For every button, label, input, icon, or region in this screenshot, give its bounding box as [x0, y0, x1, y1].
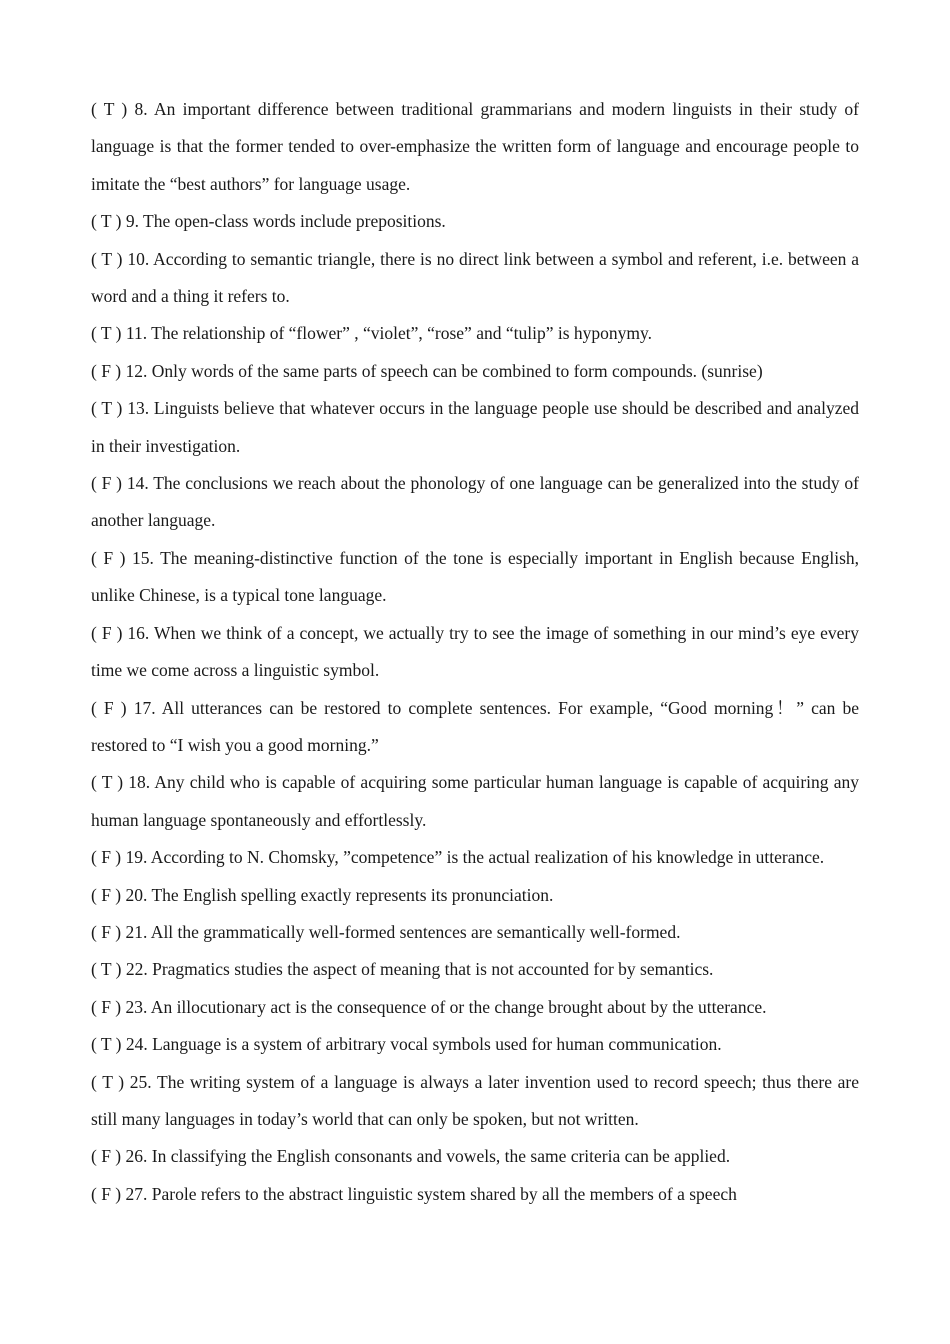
- question-item: [91, 390, 859, 465]
- question-text: 15. The meaning-distinctive function of the tone is especially important in English because English, unlike Chinese, is a typical tone language.: [91, 547, 859, 606]
- question-item: [91, 353, 859, 390]
- question-text: 11. The relationship of “flower” , “violet”, “rose” and “tulip” is hyponymy.: [125, 323, 652, 344]
- answer-mark: ( F ): [91, 921, 122, 942]
- question-item: [91, 951, 859, 988]
- question-list: [91, 91, 859, 1213]
- question-text: 21. All the grammatically well-formed sentences are semantically well-formed.: [125, 921, 681, 942]
- question-item: [91, 1026, 859, 1063]
- question-item: [91, 1138, 859, 1175]
- question-item: [91, 540, 859, 615]
- question-text: 18. Any child who is capable of acquiring some particular human language is capable of acquiring any human language spontaneously and effortlessly.: [91, 772, 859, 830]
- question-text: 13. Linguists believe that whatever occurs in the language people use should be described and analyzed in their investigation.: [91, 398, 859, 456]
- answer-mark: ( T ): [91, 211, 122, 232]
- question-text: 22. Pragmatics studies the aspect of meaning that is not accounted for by semantics.: [125, 959, 714, 980]
- answer-mark: ( F ): [91, 360, 122, 381]
- answer-mark: ( F ): [91, 996, 122, 1017]
- answer-mark: ( F ): [91, 697, 127, 718]
- question-text: 27. Parole refers to the abstract linguistic system shared by all the members of a speech: [125, 1183, 737, 1204]
- answer-mark: ( T ): [91, 959, 122, 980]
- question-text: 10. According to semantic triangle, there is no direct link between a symbol and referent, i.e. between a word and a thing it refers to.: [91, 248, 860, 307]
- question-item: [91, 877, 859, 914]
- question-text: 23. An illocutionary act is the consequence of or the change brought about by the utterance.: [125, 996, 767, 1017]
- question-item: [91, 315, 859, 352]
- answer-mark: ( T ): [91, 1034, 122, 1055]
- question-text: 20. The English spelling exactly represents its pronunciation.: [125, 884, 554, 905]
- question-text: 26. In classifying the English consonants and vowels, the same criteria can be applied.: [125, 1146, 731, 1167]
- answer-mark: ( F ): [91, 473, 123, 494]
- question-item: [91, 615, 859, 690]
- question-text: 24. Language is a system of arbitrary vocal symbols used for human communication.: [125, 1034, 722, 1055]
- question-text: 8. An important difference between traditional grammarians and modern linguists in their study of language is that the former tended to over-emphasize the written form of language and encourage people to imitate the “best authors” for language usage.: [91, 99, 860, 194]
- answer-mark: ( T ): [91, 1071, 125, 1092]
- question-item: [91, 764, 859, 839]
- question-item: [91, 1176, 859, 1213]
- question-item: [91, 690, 859, 765]
- question-text: 9. The open-class words include prepositions.: [125, 211, 446, 232]
- question-item: [91, 91, 859, 203]
- question-item: [91, 203, 859, 240]
- answer-mark: ( F ): [91, 547, 126, 568]
- question-item: [91, 989, 859, 1026]
- question-text: 16. When we think of a concept, we actually try to see the image of something in our mind’s eye every time we come across a linguistic symbol.: [91, 622, 859, 681]
- answer-mark: ( F ): [91, 884, 122, 905]
- answer-mark: ( F ): [91, 1146, 122, 1167]
- answer-mark: ( T ): [91, 248, 123, 269]
- answer-mark: ( T ): [91, 99, 128, 119]
- question-item: [91, 914, 859, 951]
- question-text: 14. The conclusions we reach about the phonology of one language can be generalized into the study of another language.: [91, 473, 859, 531]
- question-text: 17. All utterances can be restored to complete sentences. For example, “Good morning！” can be restored to “I wish you a good morning.”: [91, 697, 860, 755]
- question-text: 12. Only words of the same parts of speech can be combined to form compounds. (sunrise): [125, 360, 763, 381]
- question-text: 25. The writing system of a language is always a later invention used to record speech; thus there are still many languages in today’s world that can only be spoken, but not written.: [91, 1071, 860, 1129]
- answer-mark: ( F ): [91, 1183, 122, 1204]
- question-item: [91, 839, 859, 876]
- answer-mark: ( F ): [91, 622, 123, 643]
- answer-mark: ( T ): [91, 323, 122, 344]
- answer-mark: ( T ): [91, 772, 124, 793]
- answer-mark: ( T ): [91, 398, 123, 419]
- question-item: [91, 1064, 859, 1139]
- question-text: 19. According to N. Chomsky, ”competence” is the actual realization of his knowledge in utterance.: [125, 847, 825, 868]
- question-item: [91, 241, 859, 316]
- question-item: [91, 465, 859, 540]
- answer-mark: ( F ): [91, 847, 122, 868]
